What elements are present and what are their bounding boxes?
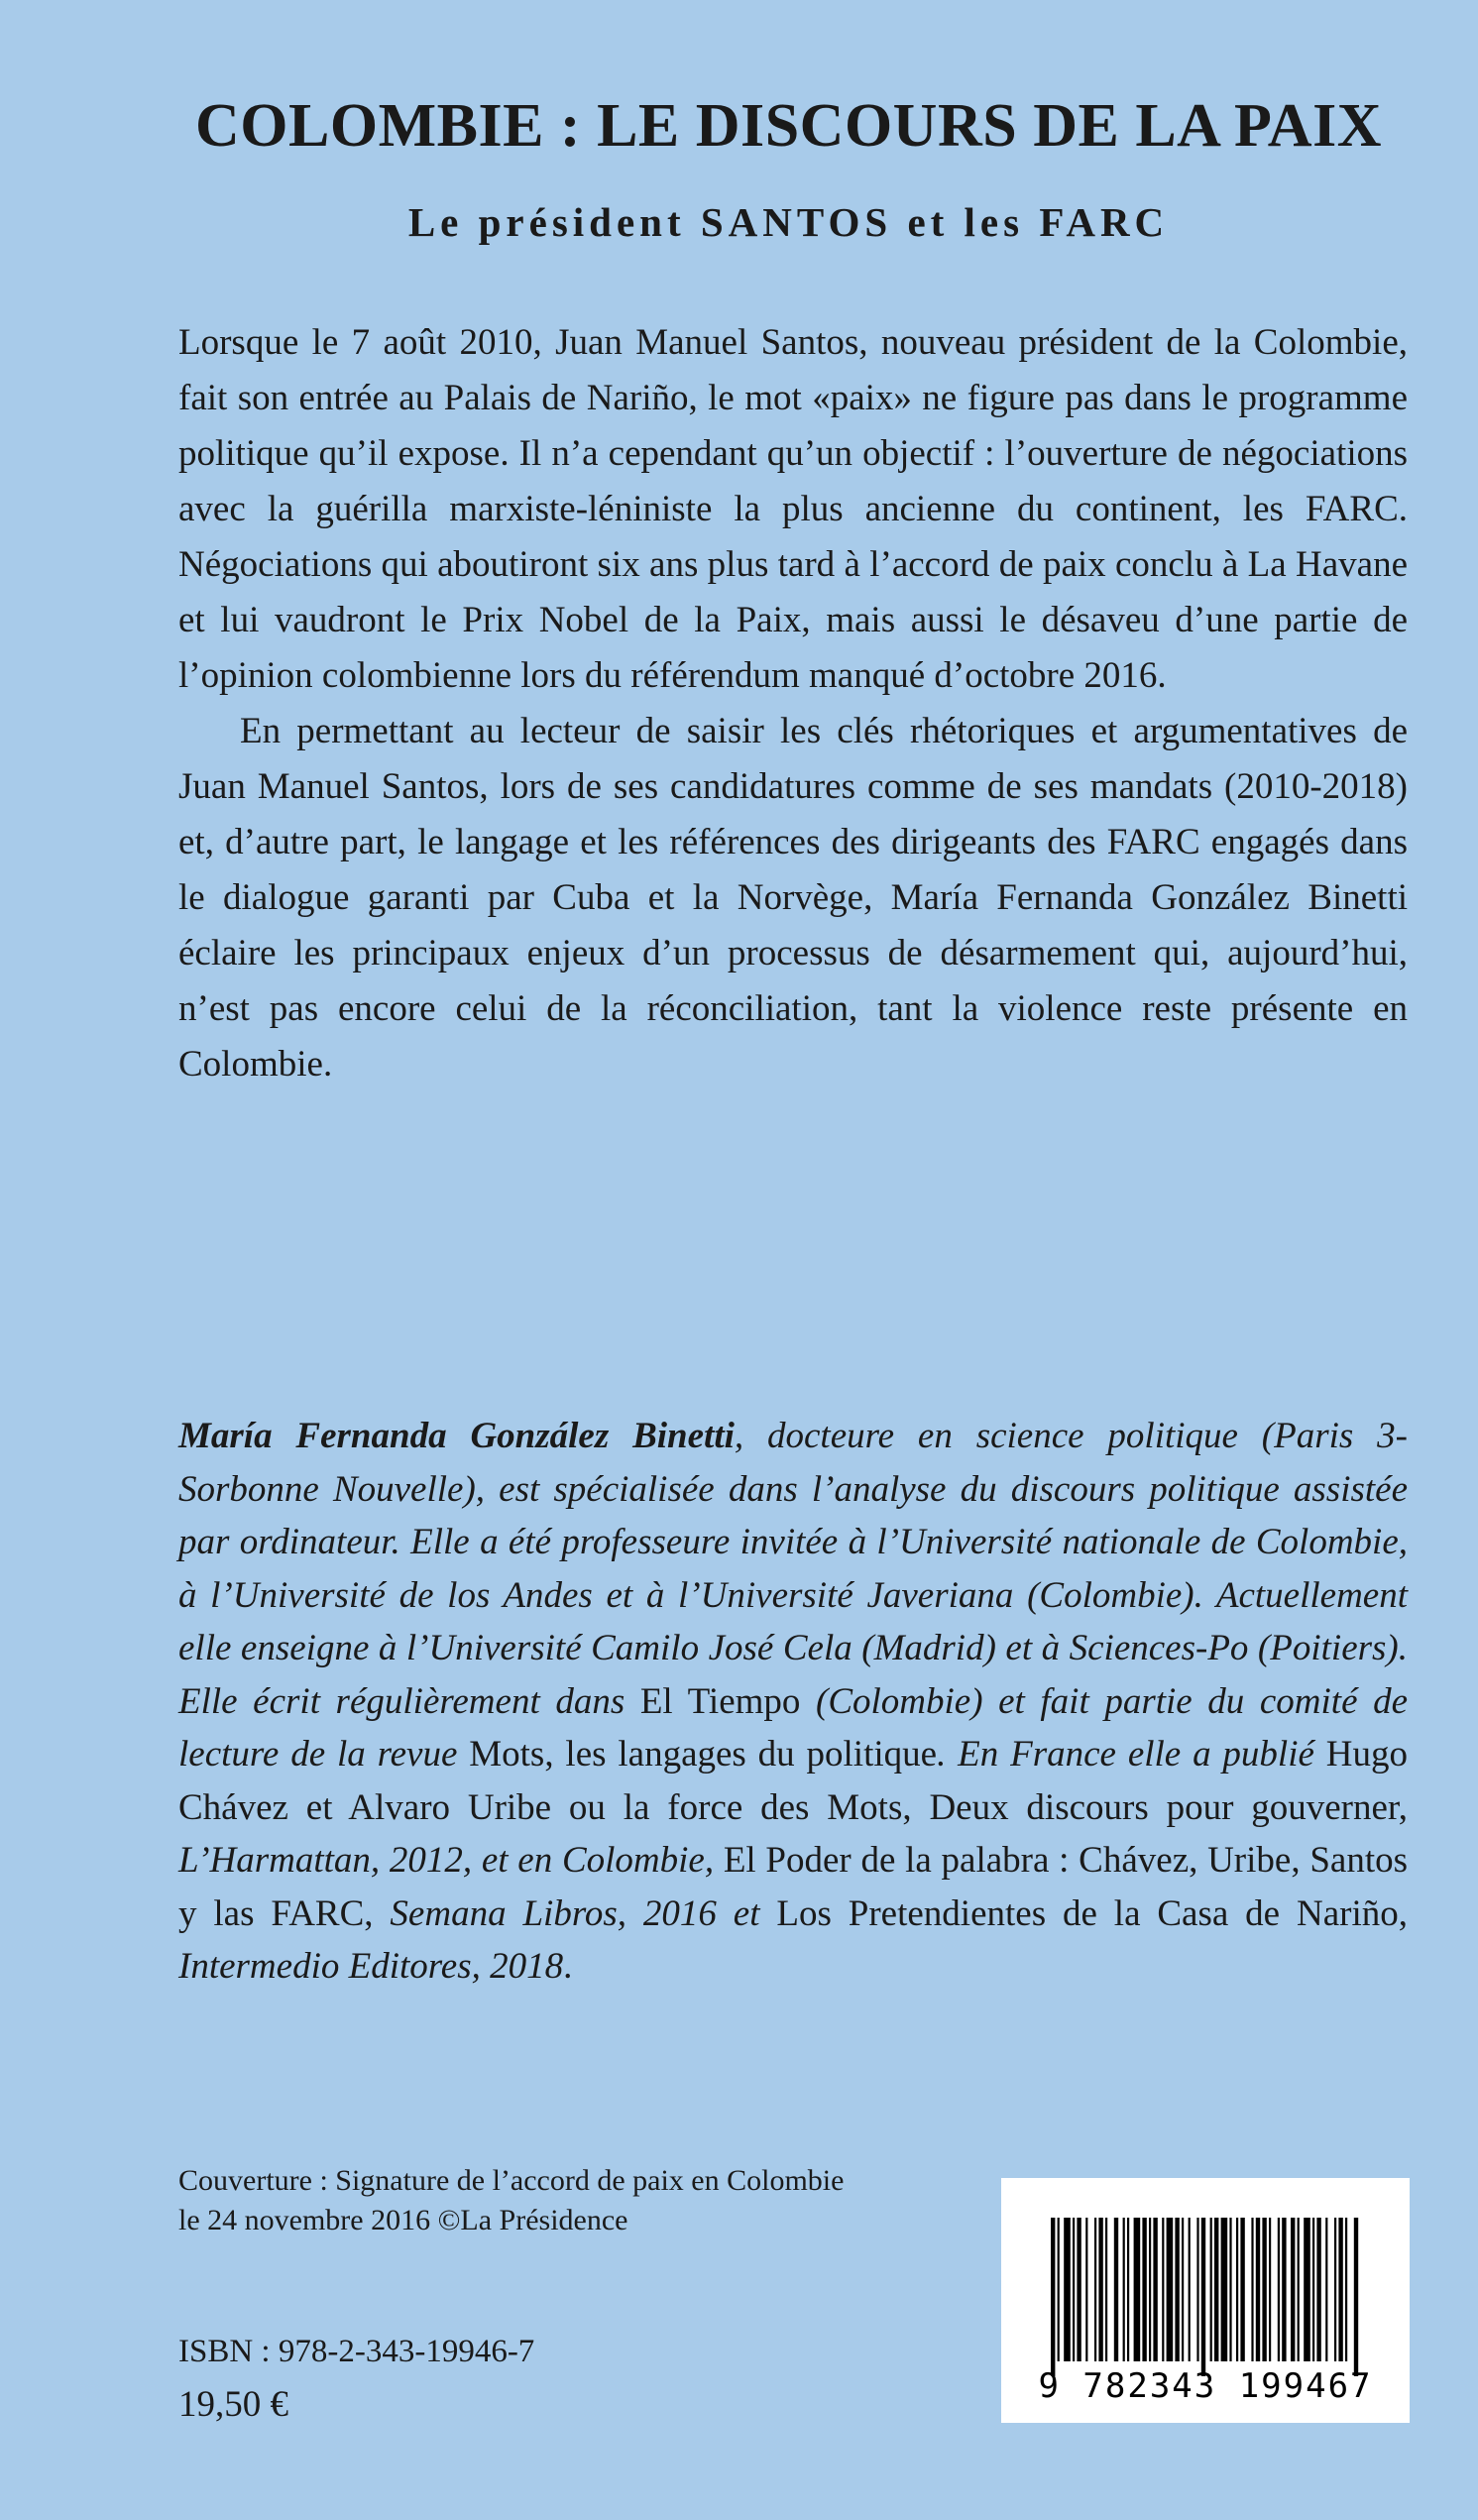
bio-reference: Hugo Chávez et Alvaro Uribe ou la force des Mots, Deux discours pour gouverner,	[178, 1734, 1408, 1828]
barcode-bar	[1142, 2218, 1146, 2361]
barcode-bar	[1251, 2218, 1253, 2361]
barcode-bar	[1085, 2218, 1087, 2361]
barcode-bar	[1269, 2218, 1271, 2361]
barcode-bar	[1214, 2218, 1218, 2361]
barcode-bar	[1123, 2218, 1125, 2361]
barcode-bar	[1278, 2218, 1280, 2361]
barcode-bar	[1134, 2218, 1141, 2361]
barcode	[1001, 2178, 1410, 2423]
bio-segment: L’Harmattan, 2012, et en Colombie,	[178, 1840, 715, 1881]
book-title: COLOMBIE : LE DISCOURS DE LA PAIX	[195, 92, 1382, 160]
cover-credit-line-2: le 24 novembre 2016 ©La Présidence	[178, 2204, 628, 2236]
author-bio	[178, 1410, 1408, 1994]
cover-credit-line-1: Couverture : Signature de l’accord de paix en Colombie	[178, 2164, 845, 2197]
bio-segment: (Colombie) et fait partie du comité de lecture de la revue	[178, 1680, 1409, 1775]
barcode-bar	[1098, 2218, 1102, 2361]
barcode-bar	[1201, 2218, 1205, 2376]
barcode-digits: 9 782343 199467	[1038, 2366, 1373, 2406]
cover-credit	[178, 2161, 971, 2240]
barcode-bar	[1345, 2218, 1347, 2361]
bio-segment: Semana Libros, 2016 et	[373, 1892, 760, 1934]
isbn: ISBN : 978-2-343-19946-7	[178, 2334, 535, 2369]
barcode-bar	[1338, 2218, 1342, 2361]
barcode-bar	[1325, 2218, 1327, 2361]
barcode-bar	[1221, 2218, 1228, 2361]
book-subtitle: Le président SANTOS et les FARC	[407, 199, 1170, 245]
bio-reference: Los Pretendientes de la Casa de Nariño,	[759, 1892, 1408, 1934]
barcode-bar	[1256, 2218, 1260, 2361]
barcode-bar	[1051, 2218, 1055, 2376]
barcode-bar	[1334, 2218, 1336, 2361]
bio-segment: Intermedio Editores, 2018	[178, 1946, 564, 1987]
barcode-bar	[1162, 2218, 1164, 2361]
summary-text	[178, 315, 1408, 1092]
barcode-bar	[1236, 2218, 1238, 2361]
barcode-bar	[1291, 2218, 1295, 2361]
barcode-bar	[1304, 2218, 1310, 2361]
barcode-bar	[1262, 2218, 1266, 2361]
barcode-bar	[1167, 2218, 1174, 2361]
barcode-bar	[1312, 2218, 1314, 2361]
summary-paragraph-2: En permettant au lecteur de saisir les clés rhétoriques et argumentatives de Juan Manuel Santos, lors de ses candidatures comme de ses mandats (2010-2018) et, d’autre part, le langage et les références des dirigeants des FARC engagés dans le dialogue garanti par Cuba et la Norvège, María Fernanda González Binetti éclaire les principaux enjeux d’un processus de désarmement qui, aujourd’hui, n’est pas encore celui de la réconciliation, tant la violence reste présente en Colombie.	[178, 711, 1408, 1085]
barcode-bar	[1153, 2218, 1157, 2361]
barcode-bar	[1189, 2218, 1191, 2361]
bio-reference: .	[563, 1946, 573, 1987]
barcode-bar	[1282, 2218, 1286, 2361]
barcode-bar	[1064, 2218, 1071, 2361]
barcode-bar	[1073, 2218, 1075, 2361]
bio-reference: El Poder de la palabra : Chávez, Uribe, Santos y las FARC,	[178, 1840, 1408, 1934]
barcode-bar	[1127, 2218, 1129, 2361]
barcode-bar	[1077, 2218, 1080, 2361]
barcode-bar	[1058, 2218, 1060, 2361]
barcode-bar	[1105, 2218, 1107, 2361]
summary-paragraph-1: Lorsque le 7 août 2010, Juan Manuel Santos, nouveau président de la Colombie, fait son entrée au Palais de Nariño, le mot «paix» ne figure pas dans le programme politique qu’il expose. Il n’a cependant qu’un objectif : l’ouverture de négociations avec la guérilla marxiste-léniniste la plus ancienne du continent, les FARC. Négociations qui aboutiront six ans plus tard à l’accord de paix conclu à La Havane et lui vaudront le Prix Nobel de la Paix, mais aussi le désaveu d’une partie de l’opinion colombienne lors du référendum manqué d’octobre 2016.	[178, 322, 1408, 696]
barcode-bar	[1240, 2218, 1244, 2361]
bio-segment: , docteure en science politique (Paris 3-Sorbonne Nouvelle), est spécialisée dans l’analyse du discours politique assistée par ordinateur. Elle a été professeure invitée à l’Université nationale de Colombie, à l’Université de los Andes et à l’Université Javeriana (Colombie). Actuellement elle enseigne à l’Université Camilo José Cela (Madrid) et à Sciences-Po (Poitiers). Elle écrit régulièrement dans	[178, 1416, 1408, 1722]
barcode-bar	[1354, 2218, 1358, 2376]
barcode-bar	[1298, 2218, 1300, 2361]
barcode-bar	[1114, 2218, 1118, 2361]
price: 19,50 €	[178, 2384, 288, 2425]
bio-reference: El Tiempo	[639, 1680, 801, 1722]
barcode-bar	[1149, 2218, 1151, 2361]
barcode-bar	[1229, 2218, 1231, 2361]
barcode-bar	[1196, 2218, 1198, 2361]
bio-segment: . En France elle a publié	[937, 1734, 1326, 1775]
bio-reference: Mots, les langages du politique	[469, 1734, 938, 1775]
barcode-bar	[1175, 2218, 1179, 2361]
barcode-bar	[1316, 2218, 1320, 2361]
barcode-bar	[1094, 2218, 1096, 2361]
author-name: María Fernanda González Binetti	[178, 1416, 735, 1456]
barcode-bar	[1182, 2218, 1184, 2361]
barcode-bar	[1210, 2218, 1212, 2361]
